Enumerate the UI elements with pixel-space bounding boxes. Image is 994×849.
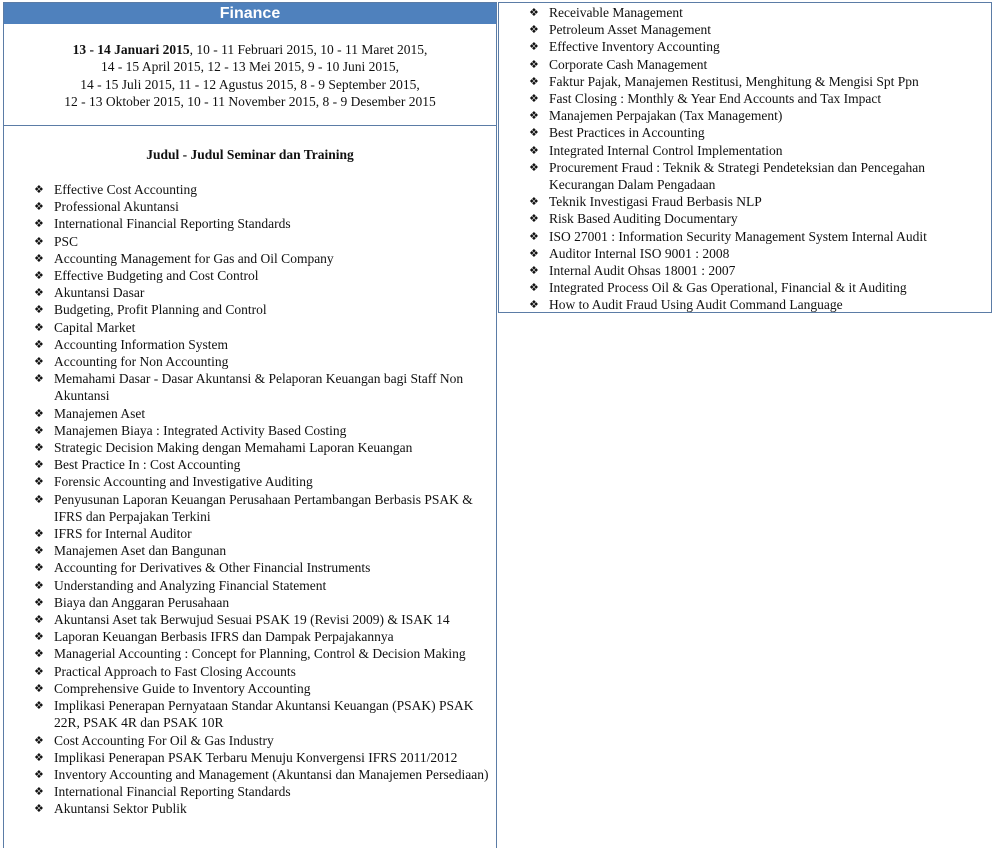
list-item-label: Professional Akuntansi: [54, 199, 179, 215]
list-item: [499, 124, 991, 141]
bullet-icon: ❖: [34, 372, 44, 386]
page-title: Finance: [4, 3, 496, 24]
list-item-label: Auditor Internal ISO 9001 : 2008: [549, 245, 730, 261]
bullet-icon: ❖: [529, 57, 539, 71]
schedule-line: 14 - 15 April 2015, 12 - 13 Mei 2015, 9 - 10 Juni 2015,: [100, 59, 400, 75]
list-item: [4, 594, 496, 611]
bullet-icon: ❖: [34, 303, 44, 317]
list-item: [499, 107, 991, 124]
list-item: [4, 783, 496, 800]
bullet-icon: ❖: [34, 251, 44, 265]
schedule-dates: [4, 24, 496, 126]
list-item-label: Implikasi Penerapan Pernyataan Standar Akuntansi Keuangan (PSAK) PSAK 22R, PSAK 4R dan PSAK 10R: [54, 698, 474, 731]
list-item-label: Managerial Accounting : Concept for Planning, Control & Decision Making: [54, 646, 466, 662]
list-item-label: Manajemen Biaya : Integrated Activity Based Costing: [54, 422, 347, 438]
list-item-label: Laporan Keuangan Berbasis IFRS dan Dampak Perpajakannya: [54, 629, 394, 645]
list-item: [499, 159, 991, 193]
right-panel: [498, 2, 992, 313]
bullet-icon: ❖: [529, 6, 539, 19]
bullet-icon: ❖: [529, 160, 539, 174]
list-item: [4, 353, 496, 370]
list-item-label: Integrated Internal Control Implementation: [549, 142, 783, 158]
list-item-label: Akuntansi Dasar: [54, 285, 145, 301]
list-item: [4, 439, 496, 456]
list-item: [4, 542, 496, 559]
list-item: [4, 319, 496, 336]
list-item: [4, 525, 496, 542]
list-heading: Judul - Judul Seminar dan Training: [146, 147, 354, 162]
list-item: [4, 680, 496, 697]
list-item: [4, 250, 496, 267]
list-item-label: Penyusunan Laporan Keuangan Perusahaan Pertambangan Berbasis PSAK & IFRS dan Perpajakan Terkini: [54, 491, 473, 524]
list-item-label: Manajemen Aset dan Bangunan: [54, 543, 227, 559]
list-item: [4, 267, 496, 284]
bullet-icon: ❖: [34, 750, 44, 764]
list-item: [4, 491, 496, 525]
list-item-label: Forensic Accounting and Investigative Auditing: [54, 474, 313, 490]
list-item-label: Best Practices in Accounting: [549, 125, 705, 141]
bullet-icon: ❖: [529, 298, 539, 312]
list-item: [499, 262, 991, 279]
bullet-icon: ❖: [529, 126, 539, 140]
bullet-icon: ❖: [34, 355, 44, 369]
list-item: [4, 766, 496, 783]
list-item: [4, 732, 496, 749]
list-item: [4, 697, 496, 731]
list-item-label: Practical Approach to Fast Closing Accounts: [54, 663, 296, 679]
list-item: [499, 38, 991, 55]
list-item-label: Understanding and Analyzing Financial Statement: [54, 577, 327, 593]
list-item-label: Inventory Accounting and Management (Akuntansi dan Manajemen Persediaan): [54, 766, 489, 782]
list-item: [4, 800, 496, 817]
list-item: [4, 749, 496, 766]
list-item-label: PSC: [54, 233, 79, 249]
bullet-icon: ❖: [34, 681, 44, 695]
list-item-label: How to Audit Fraud Using Audit Command Language: [549, 297, 843, 313]
bullet-icon: ❖: [34, 458, 44, 472]
bullet-icon: ❖: [529, 40, 539, 54]
list-item: [499, 228, 991, 245]
bullet-icon: ❖: [34, 785, 44, 799]
list-item: [499, 142, 991, 159]
bullet-icon: ❖: [34, 269, 44, 283]
bullet-icon: ❖: [34, 423, 44, 437]
bullet-icon: ❖: [34, 527, 44, 541]
list-item-label: Faktur Pajak, Manajemen Restitusi, Menghitung & Mengisi Spt Ppn: [549, 73, 919, 89]
list-item-label: Strategic Decision Making dengan Memahami Laporan Keuangan: [54, 440, 413, 456]
list-item-label: Comprehensive Guide to Inventory Accounting: [54, 680, 311, 696]
list-item-label: Capital Market: [54, 319, 136, 335]
bullet-icon: ❖: [529, 195, 539, 209]
list-item: [499, 21, 991, 38]
bullet-icon: ❖: [34, 767, 44, 781]
list-item-label: Accounting Information System: [54, 336, 228, 352]
list-item-label: Internal Audit Ohsas 18001 : 2007: [549, 263, 736, 279]
list-item-label: Teknik Investigasi Fraud Berbasis NLP: [549, 194, 762, 210]
bullet-icon: ❖: [34, 630, 44, 644]
bullet-icon: ❖: [34, 217, 44, 231]
bullet-icon: ❖: [529, 281, 539, 295]
list-item-label: Biaya dan Anggaran Perusahaan: [54, 594, 230, 610]
list-item: [499, 245, 991, 262]
bullet-icon: ❖: [34, 406, 44, 420]
bullet-icon: ❖: [34, 595, 44, 609]
list-item: [499, 90, 991, 107]
list-item-label: Effective Inventory Accounting: [549, 39, 720, 55]
list-item: [499, 210, 991, 227]
list-item: [4, 284, 496, 301]
list-item-label: Fast Closing : Monthly & Year End Accounts and Tax Impact: [549, 91, 882, 107]
list-item: [4, 628, 496, 645]
bullet-icon: ❖: [34, 733, 44, 747]
list-item-label: Procurement Fraud : Teknik & Strategi Pendeteksian dan Pencegahan Kecurangan Dalam Pengadaan: [549, 159, 925, 193]
bullet-icon: ❖: [34, 578, 44, 592]
bullet-icon: ❖: [529, 264, 539, 278]
list-item: [499, 279, 991, 296]
right-topic-list: [499, 4, 991, 314]
bullet-icon: ❖: [34, 699, 44, 713]
list-item-label: Petroleum Asset Management: [549, 22, 711, 38]
schedule-line: [4, 41, 496, 58]
list-item: [4, 422, 496, 439]
bullet-icon: ❖: [34, 286, 44, 300]
bullet-icon: ❖: [34, 320, 44, 334]
list-item: [4, 233, 496, 250]
schedule-bold-dates: 13 - 14 Januari 2015: [72, 42, 190, 57]
list-item-label: Risk Based Auditing Documentary: [549, 211, 738, 227]
list-item-label: Integrated Process Oil & Gas Operational, Financial & it Auditing: [549, 280, 907, 296]
list-item: [4, 456, 496, 473]
list-item: [4, 215, 496, 232]
bullet-icon: ❖: [529, 109, 539, 123]
list-item-label: Best Practice In : Cost Accounting: [54, 457, 241, 473]
list-item-label: IFRS for Internal Auditor: [54, 526, 192, 542]
list-item: [4, 611, 496, 628]
list-item: [499, 73, 991, 90]
list-item-label: Accounting for Non Accounting: [54, 354, 229, 370]
list-item: [499, 296, 991, 313]
schedule-line: 14 - 15 Juli 2015, 11 - 12 Agustus 2015, 8 - 9 September 2015,: [80, 76, 420, 92]
bullet-icon: ❖: [34, 441, 44, 455]
bullet-icon: ❖: [34, 492, 44, 506]
list-item: [4, 370, 496, 404]
list-item-label: Akuntansi Aset tak Berwujud Sesuai PSAK 19 (Revisi 2009) & ISAK 14: [54, 612, 450, 628]
list-item: [4, 336, 496, 353]
list-item: [499, 193, 991, 210]
bullet-icon: ❖: [34, 200, 44, 214]
bullet-icon: ❖: [34, 544, 44, 558]
list-item: [4, 405, 496, 422]
bullet-icon: ❖: [34, 234, 44, 248]
list-item-label: Budgeting, Profit Planning and Control: [54, 302, 267, 318]
list-item: [4, 645, 496, 662]
bullet-icon: ❖: [34, 613, 44, 627]
list-item: [4, 577, 496, 594]
list-item: [499, 56, 991, 73]
list-item: [499, 4, 991, 21]
list-item: [4, 663, 496, 680]
list-item: [4, 559, 496, 576]
list-item-label: Effective Budgeting and Cost Control: [54, 268, 259, 284]
bullet-icon: ❖: [34, 337, 44, 351]
list-item-label: ISO 27001 : Information Security Management System Internal Audit: [549, 228, 927, 244]
bullet-icon: ❖: [34, 561, 44, 575]
bullet-icon: ❖: [529, 92, 539, 106]
list-item: [4, 473, 496, 490]
list-item: [4, 198, 496, 215]
list-item-label: Accounting for Derivatives & Other Financial Instruments: [54, 560, 371, 576]
list-item-label: Manajemen Aset: [54, 405, 146, 421]
list-item-label: International Financial Reporting Standards: [54, 784, 291, 800]
list-item-label: Manajemen Perpajakan (Tax Management): [549, 108, 783, 124]
list-item-label: Implikasi Penerapan PSAK Terbaru Menuju Konvergensi IFRS 2011/2012: [54, 749, 458, 765]
list-item-label: Receivable Management: [549, 5, 683, 20]
list-item-label: Cost Accounting For Oil & Gas Industry: [54, 732, 274, 748]
list-item: [4, 181, 496, 198]
list-item-label: International Financial Reporting Standards: [54, 216, 291, 232]
list-item-label: Memahami Dasar - Dasar Akuntansi & Pelaporan Keuangan bagi Staff Non Akuntansi: [54, 371, 464, 404]
bullet-icon: ❖: [34, 802, 44, 816]
bullet-icon: ❖: [34, 183, 44, 196]
list-item-label: Akuntansi Sektor Publik: [54, 801, 187, 817]
bullet-icon: ❖: [529, 143, 539, 157]
bullet-icon: ❖: [529, 74, 539, 88]
bullet-icon: ❖: [529, 23, 539, 37]
bullet-icon: ❖: [34, 647, 44, 661]
list-item-label: Corporate Cash Management: [549, 56, 708, 72]
left-panel: [3, 2, 497, 848]
bullet-icon: ❖: [34, 664, 44, 678]
list-item-label: Effective Cost Accounting: [54, 182, 197, 197]
list-item-label: Accounting Management for Gas and Oil Company: [54, 250, 334, 266]
bullet-icon: ❖: [529, 246, 539, 260]
left-topic-list: [4, 181, 496, 818]
bullet-icon: ❖: [529, 229, 539, 243]
bullet-icon: ❖: [34, 475, 44, 489]
list-item: [4, 301, 496, 318]
schedule-line-text: , 10 - 11 Februari 2015, 10 - 11 Maret 2015,: [189, 42, 428, 57]
bullet-icon: ❖: [529, 212, 539, 226]
schedule-line: 12 - 13 Oktober 2015, 10 - 11 November 2015, 8 - 9 Desember 2015: [64, 94, 436, 110]
